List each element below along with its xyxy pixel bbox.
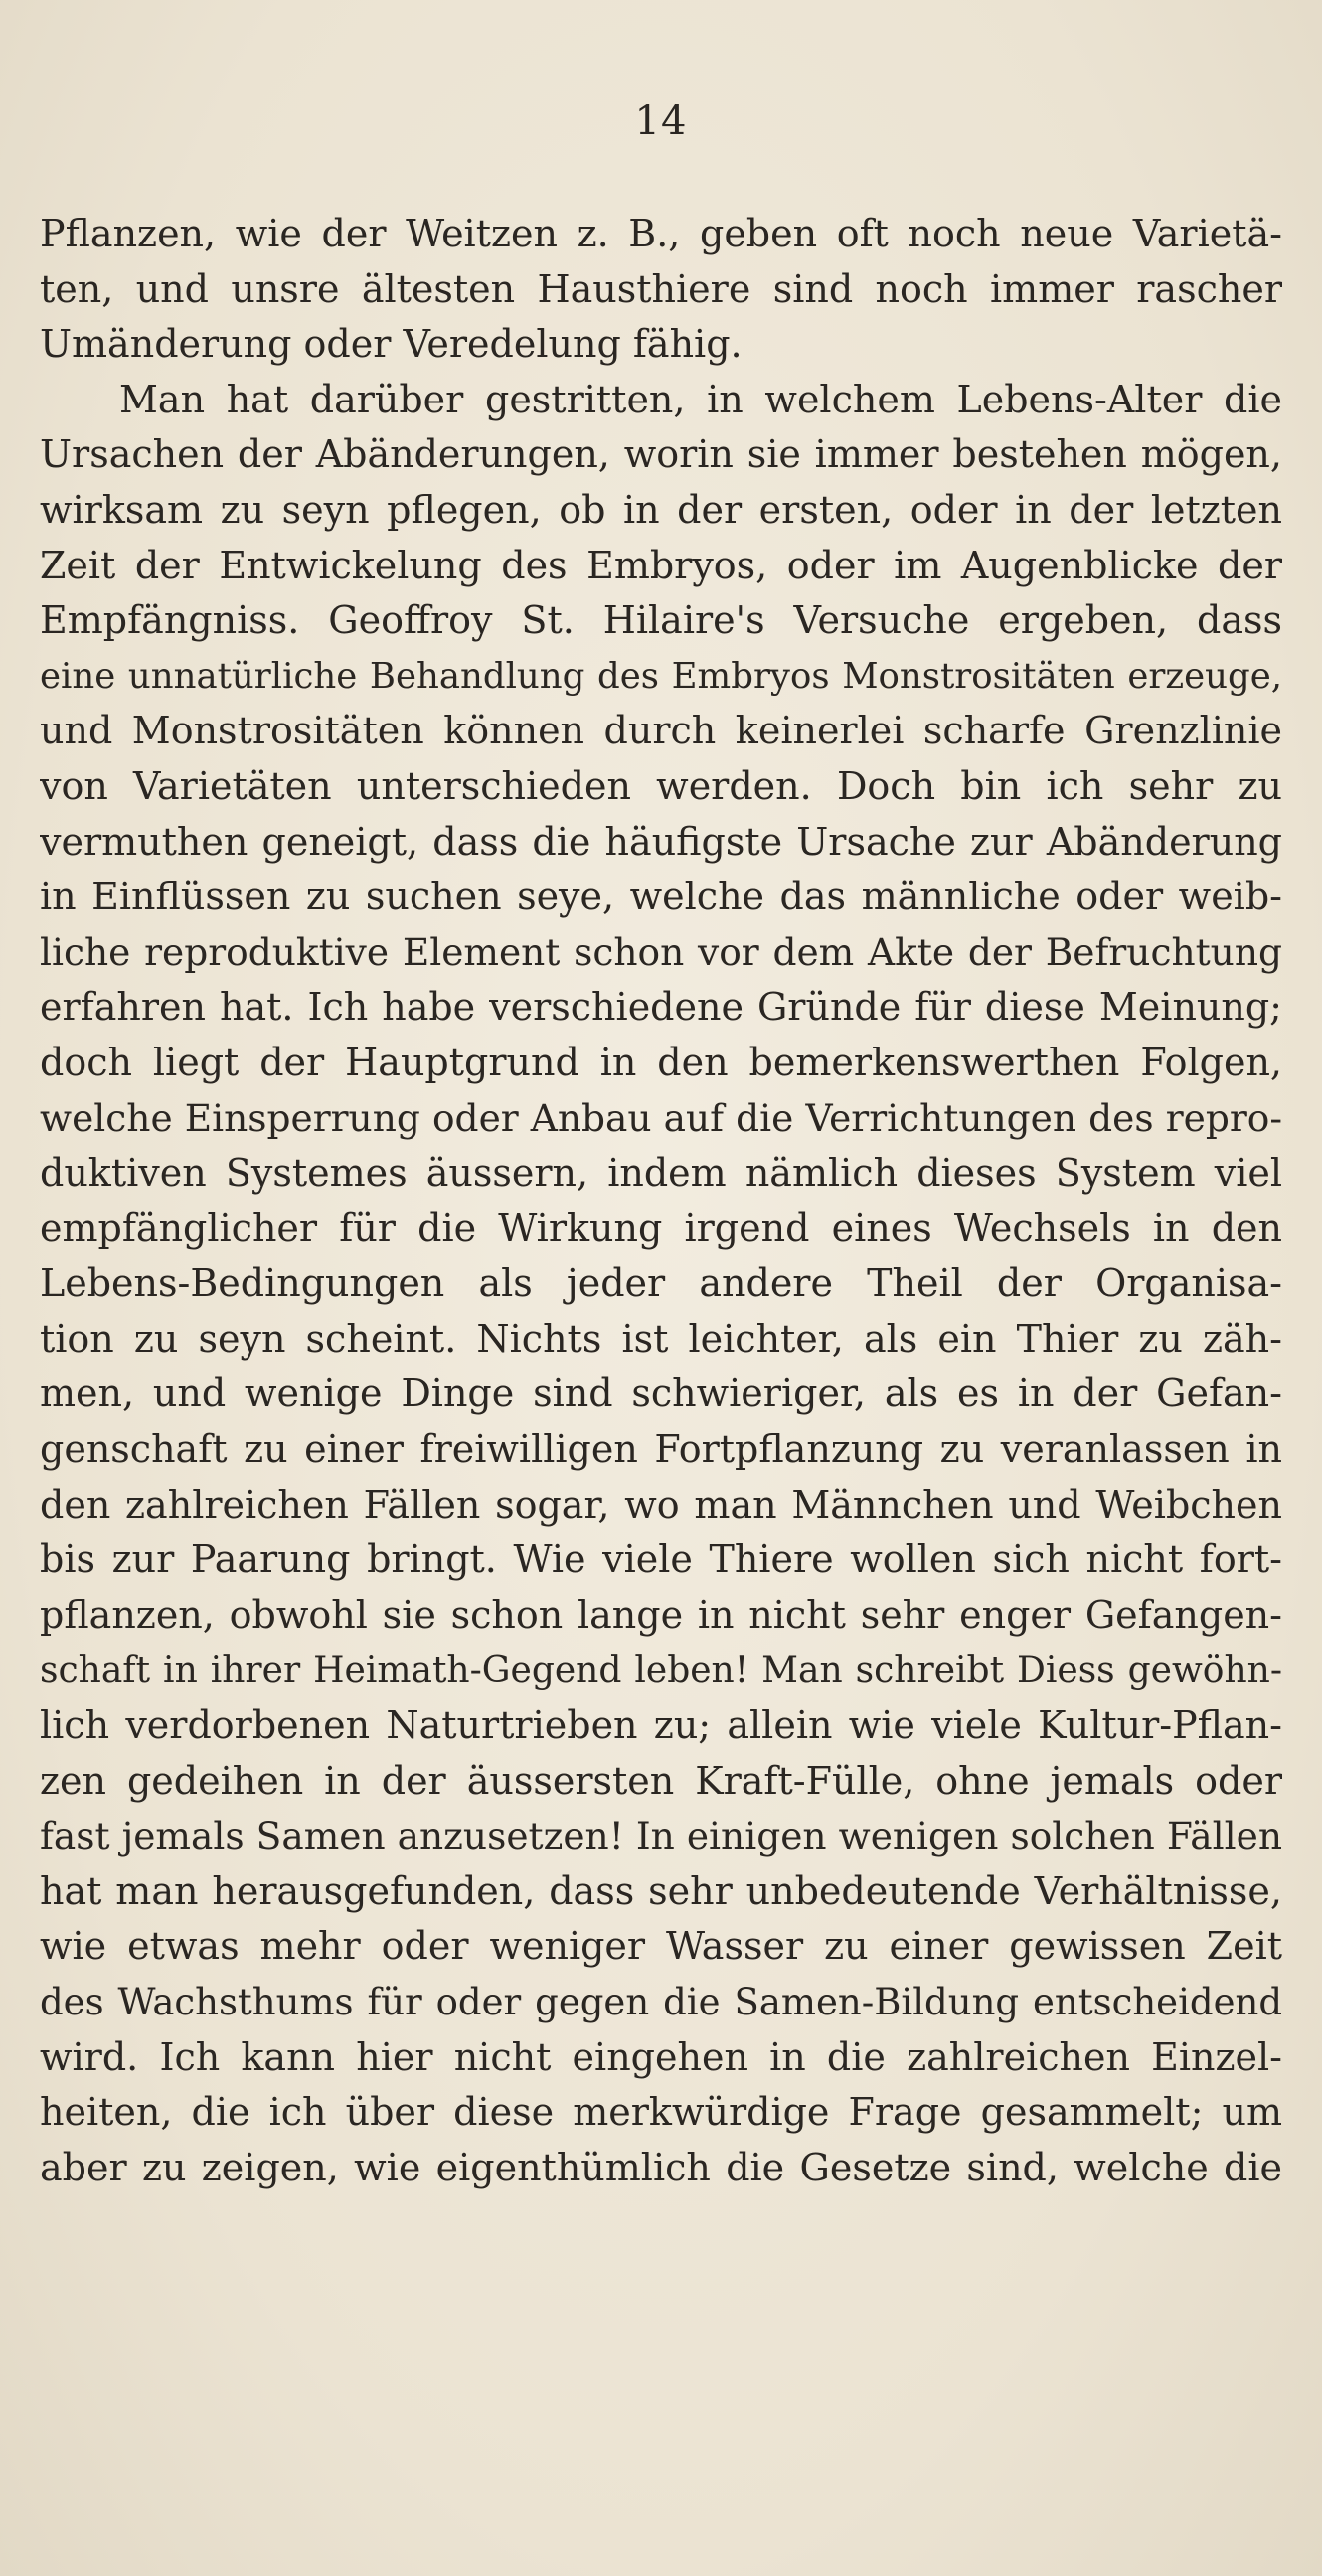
- text-line: Ursachen der Abänderungen, worin sie immer bestehen mögen,: [40, 432, 1282, 477]
- text-line: schaft in ihrer Heimath-Gegend leben! Man schreibt Diess gewöhn-: [40, 1650, 1282, 1691]
- text-line: in Einflüssen zu suchen seye, welche das männliche oder weib-: [40, 875, 1282, 919]
- text-line: duktiven Systemes äussern, indem nämlich dieses System viel: [40, 1151, 1282, 1196]
- text-line: welche Einsperrung oder Anbau auf die Verrichtungen des repro-: [40, 1095, 1282, 1140]
- text-line: den zahlreichen Fällen sogar, wo man Männchen und Weibchen: [40, 1482, 1282, 1527]
- text-line: aber zu zeigen, wie eigenthümlich die Gesetze sind, welche die: [40, 2145, 1282, 2189]
- text-line: wird. Ich kann hier nicht eingehen in die zahlreichen Einzel-: [40, 2034, 1282, 2079]
- text-line: hat man herausgefunden, dass sehr unbedeutende Verhältnisse,: [40, 1868, 1282, 1913]
- text-line: men, und wenige Dinge sind schwieriger, als es in der Gefan-: [40, 1371, 1282, 1416]
- text-line: Zeit der Entwickelung des Embryos, oder im Augenblicke der: [40, 543, 1282, 587]
- text-line: ten, und unsre ältesten Hausthiere sind noch immer rascher: [40, 266, 1282, 311]
- text-line: von Varietäten unterschieden werden. Doch bin ich sehr zu: [40, 763, 1282, 808]
- text-line: empfänglicher für die Wirkung irgend eines Wechsels in den: [40, 1206, 1282, 1250]
- text-line: Empfängniss. Geoffroy St. Hilaire's Versuche ergeben, dass: [40, 598, 1282, 643]
- text-line: zen gedeihen in der äussersten Kraft-Fülle, ohne jemals oder: [40, 1758, 1282, 1803]
- body-text: [40, 207, 1282, 2195]
- text-line: Lebens-Bedingungen als jeder andere Theil der Organisa-: [40, 1261, 1282, 1306]
- page-number: 14: [634, 98, 688, 144]
- text-line: lich verdorbenen Naturtrieben zu; allein wie viele Kultur-Pflan-: [40, 1703, 1282, 1748]
- text-line: wie etwas mehr oder weniger Wasser zu einer gewissen Zeit: [40, 1924, 1282, 1969]
- text-line: Pflanzen, wie der Weitzen z. B., geben oft noch neue Varietä-: [40, 212, 1282, 255]
- text-line: pflanzen, obwohl sie schon lange in nicht sehr enger Gefangen-: [40, 1592, 1282, 1637]
- text-line: wirksam zu seyn pflegen, ob in der ersten, oder in der letzten: [40, 487, 1282, 532]
- text-line: und Monstrositäten können durch keinerlei scharfe Grenzlinie: [40, 709, 1282, 753]
- text-line: eine unnatürliche Behandlung des Embryos Monstrositäten erzeuge,: [40, 655, 1282, 697]
- text-line: heiten, die ich über diese merkwürdige Frage gesammelt; um: [40, 2090, 1282, 2135]
- text-line: genschaft zu einer freiwilligen Fortpflanzung zu veranlassen in: [40, 1427, 1282, 1472]
- text-line: liche reproduktive Element schon vor dem Akte der Befruchtung: [40, 929, 1282, 974]
- text-line: erfahren hat. Ich habe verschiedene Gründe für diese Meinung;: [40, 985, 1282, 1030]
- text-line: Umänderung oder Veredelung fähig.: [40, 322, 743, 367]
- text-line: doch liegt der Hauptgrund in den bemerkenswerthen Folgen,: [40, 1040, 1282, 1084]
- text-line: tion zu seyn scheint. Nichts ist leichter, als ein Thier zu zäh-: [40, 1316, 1282, 1361]
- text-line: des Wachsthums für oder gegen die Samen-Bildung entscheidend: [40, 1981, 1282, 2023]
- text-line: bis zur Paarung bringt. Wie viele Thiere wollen sich nicht fort-: [40, 1537, 1282, 1582]
- text-line: fast jemals Samen anzusetzen! In einigen wenigen solchen Fällen: [40, 1814, 1282, 1858]
- text-line: Man hat darüber gestritten, in welchem Lebens-Alter die: [119, 377, 1282, 421]
- text-line: vermuthen geneigt, dass die häufigste Ursache zur Abänderung: [40, 819, 1282, 864]
